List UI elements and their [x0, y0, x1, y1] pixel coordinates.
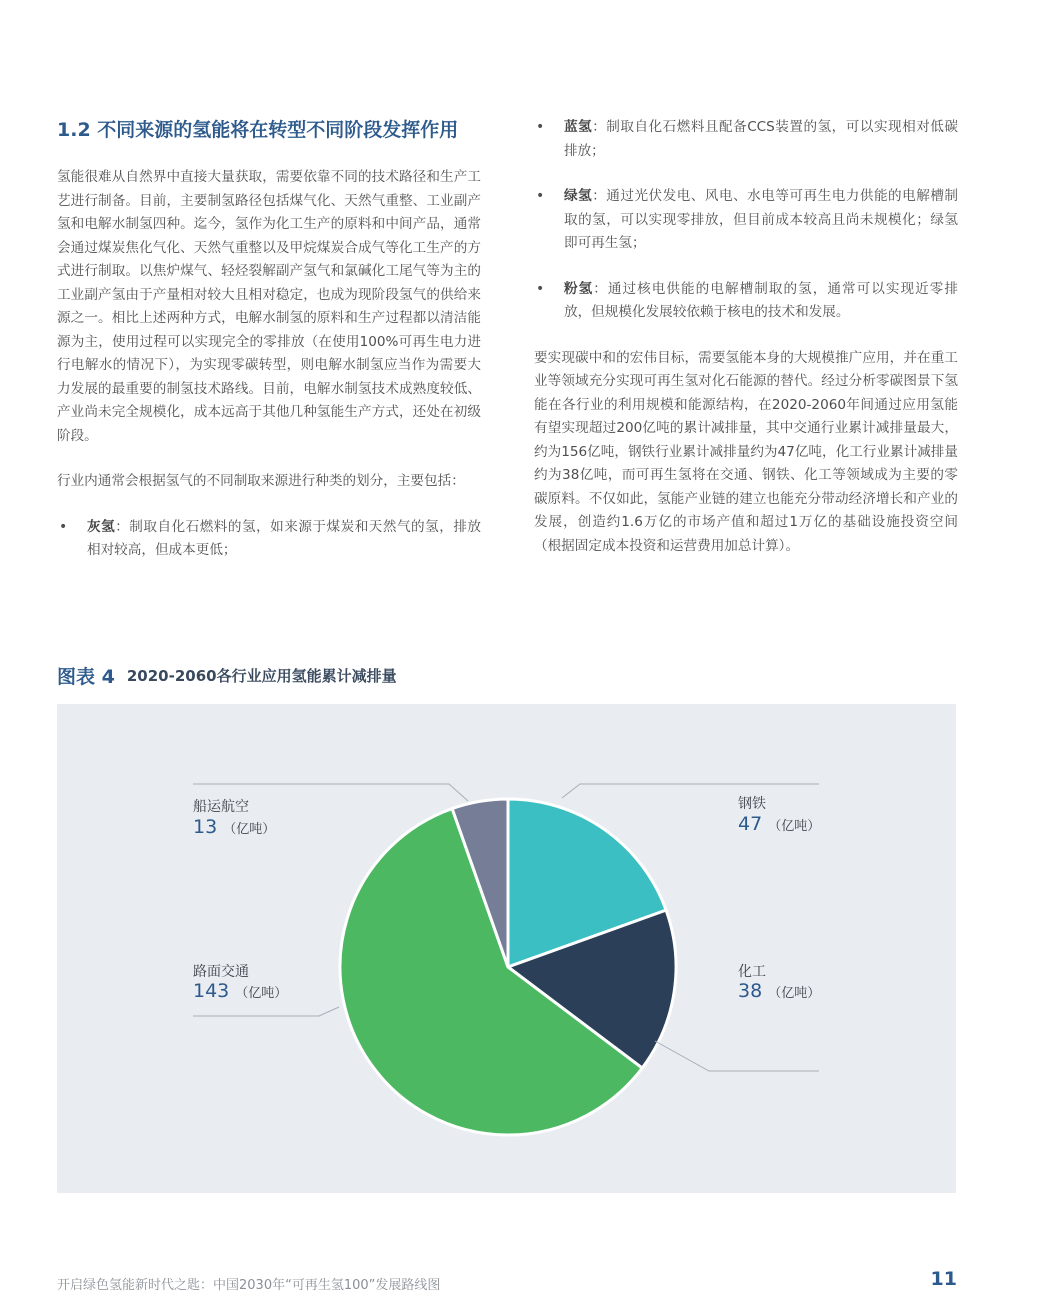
right-column	[534, 116, 958, 580]
bullet-text: ：制取自化石燃料且配备CCS装置的氢，可以实现相对低碳排放；	[564, 119, 958, 159]
bullet-icon: •	[536, 119, 545, 135]
list-item-blue-hydrogen	[534, 116, 958, 163]
bullet-icon: •	[59, 518, 68, 535]
bullet-text: ：通过核电供能的电解槽制取的氢，通常可以实现近零排放，但规模化发展较依赖于核电的技术和发展。	[564, 280, 959, 320]
page-number: 11	[930, 1268, 957, 1290]
bullet-term: 灰氢	[87, 518, 116, 535]
list-item-gray-hydrogen	[57, 516, 481, 563]
section-title: 1.2 不同来源的氢能将在转型不同阶段发挥作用	[57, 119, 459, 141]
bullet-icon: •	[536, 188, 545, 204]
slice-label-name: 钢铁	[738, 796, 766, 812]
leader-line-0	[562, 784, 819, 798]
pie-chart	[57, 704, 956, 1193]
bullet-term: 粉氢	[564, 280, 594, 297]
bullet-text: ：通过光伏发电、风电、水电等可再生电力供能的电解槽制取的氢，可以实现零排放，但目前成本较高且尚未规模化；绿氢即可再生氢；	[564, 188, 959, 251]
body-paragraph: 行业内通常会根据氢气的不同制取来源进行种类的划分，主要包括：	[57, 473, 465, 489]
slice-label-name: 化工	[738, 964, 766, 980]
slice-label-value: 143 （亿吨）	[193, 980, 288, 1002]
slice-label-name: 船运航空	[193, 799, 249, 815]
figure-caption	[57, 660, 397, 690]
slice-label-value: 13 （亿吨）	[193, 816, 276, 838]
left-column	[57, 166, 481, 585]
body-paragraph: 要实现碳中和的宏伟目标，需要氢能本身的大规模推广应用，并在重工业等领域充分实现可再生氢对化石能源的替代。经过分析零碳图景下氢能在各行业的利用规模和能源结构，在2020-2060年间通过应用氢能有望实现超过200亿吨的累计减排量，其中交通行业累计减排量最大，约为156亿吨，钢铁行业累计减排量约为47亿吨，化工行业累计减排量约为38亿吨，而可再生氢将在交通、钢铁、化工等领域成为主要的零碳原料。不仅如此，氢能产业链的建立也能充分带动经济增长和产业的发展，创造约1.6万亿的市场产值和超过1万亿的基础设施投资空间（根据固定成本投资和运营费用加总计算）。	[534, 349, 958, 554]
slice-label-name: 路面交通	[193, 964, 249, 980]
footer-title: 开启绿色氢能新时代之匙：中国2030年“可再生氢100”发展路线图	[57, 1278, 441, 1293]
list-item-pink-hydrogen	[534, 278, 958, 325]
bullet-text: ：制取自化石燃料的氢，如来源于煤炭和天然气的氢，排放相对较高，但成本更低；	[87, 518, 482, 558]
figure-title: 2020-2060各行业应用氢能累计减排量	[126, 666, 397, 685]
figure-label: 图表 4	[57, 665, 115, 688]
bullet-term: 蓝氢	[564, 119, 593, 135]
slice-label-value: 38 （亿吨）	[738, 980, 821, 1002]
bullet-term: 绿氢	[564, 188, 593, 204]
list-item-green-hydrogen	[534, 185, 958, 256]
leader-line-1	[655, 1041, 819, 1071]
bullet-icon: •	[536, 280, 545, 297]
leader-line-2	[193, 1007, 339, 1016]
slice-label-value: 47 （亿吨）	[738, 813, 821, 835]
chart-panel	[57, 704, 956, 1193]
body-paragraph: 氢能很难从自然界中直接大量获取，需要依靠不同的技术路径和生产工艺进行制备。目前，主要制氢路径包括煤气化、天然气重整、工业副产氢和电解水制氢四种。迄今，氢作为化工生产的原料和中间产品，通常会通过煤炭焦化气化、天然气重整以及甲烷煤炭合成气等化工生产的方式进行制取。以焦炉煤气、轻烃裂解副产氢气和氯碱化工尾气等为主的工业副产氢由于产量相对较大且相对稳定，也成为现阶段氢气的供给来源之一。相比上述两种方式，电解水制氢的原料和生产过程都以清洁能源为主，使用过程可以实现完全的零排放（在使用100%可再生电力进行电解水的情况下），为实现零碳转型，则电解水制氢应当作为需要大力发展的最重要的制氢技术路线。目前，电解水制氢技术成熟度较低、产业尚未完全规模化，成本远高于其他几种氢能生产方式，还处在初级阶段。	[57, 169, 481, 444]
